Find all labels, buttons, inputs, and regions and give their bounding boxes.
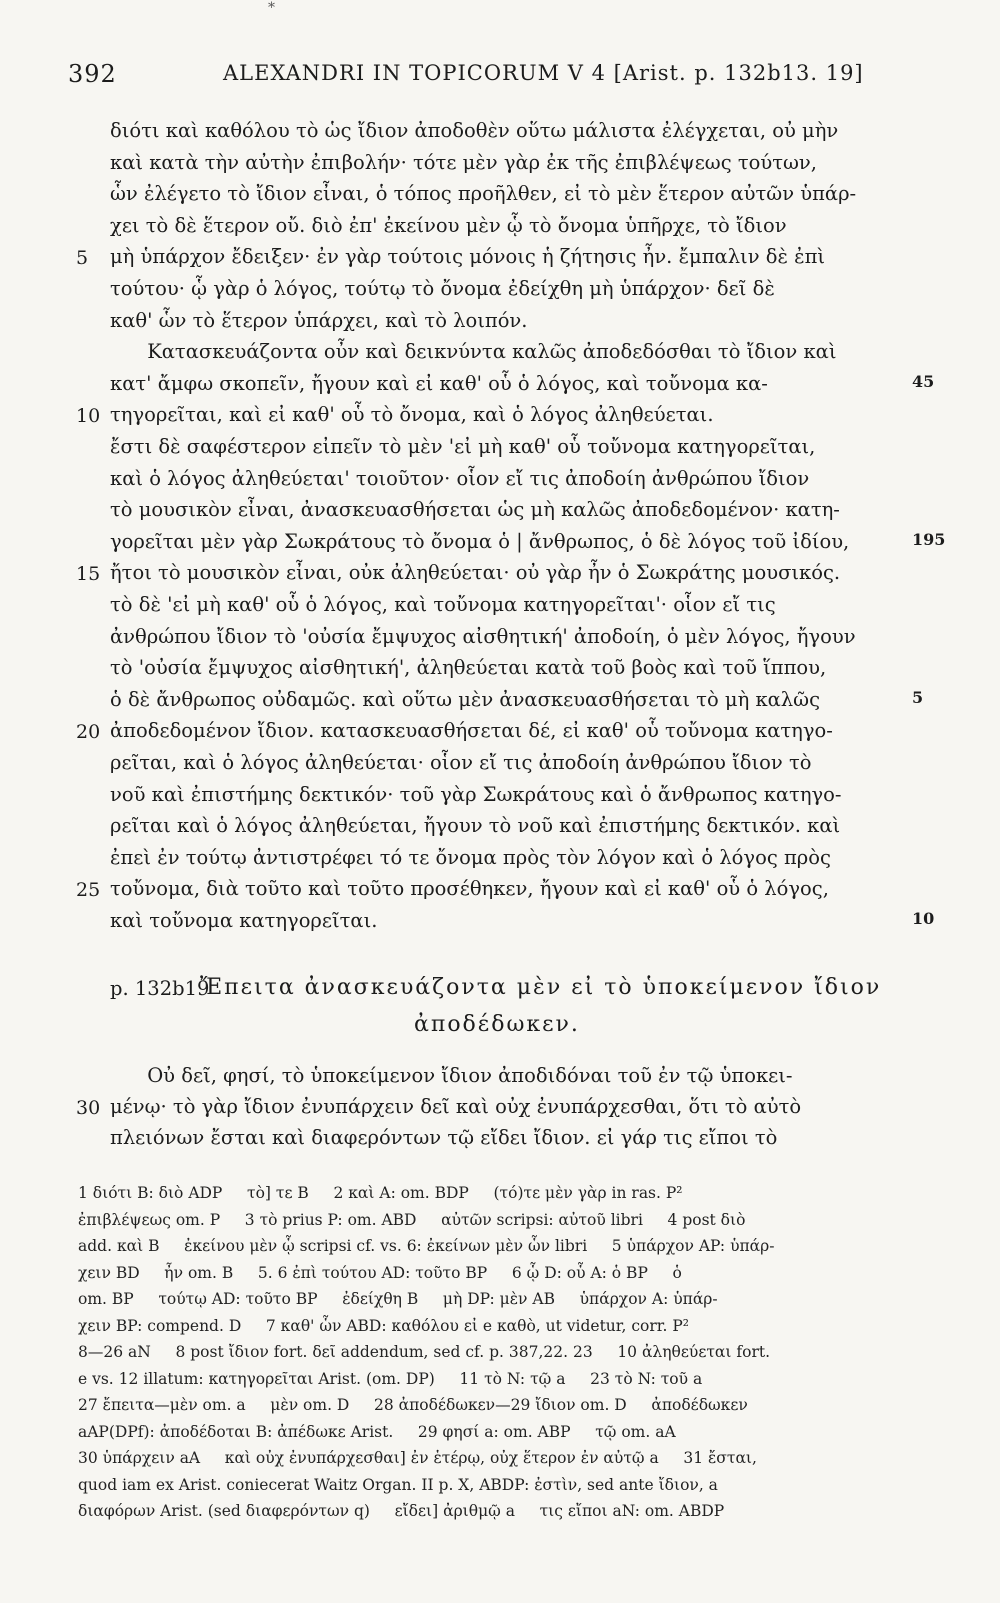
commentary-line: Οὐ δεῖ, φησί, τὸ ὑποκείμενον ἴδιον ἀποδιδόναι τοῦ ἐν τῷ ὑποκει- <box>110 1064 793 1087</box>
text-line: καὶ κατὰ τὴν αὐτὴν ἐπιβολήν· τότε μὲν γὰρ ἐκ τῆς ἐπιβλέψεως τούτων, <box>110 150 817 174</box>
line-number: 25 <box>76 879 101 902</box>
footnote-line: 8—26 aN 8 post ἴδιον fort. δεῖ addendum, sed cf. p. 387,22. 23 10 ἀληθεύεται fort. <box>78 1343 771 1361</box>
lemma-reference: p. 132b19 <box>110 977 210 1000</box>
margin-reference: 5 <box>912 687 924 707</box>
lemma-text-line: Ἔπειτα ἀνασκευάζοντα μὲν εἰ τὸ ὑποκείμενον ἴδιον <box>200 975 882 1000</box>
page-header <box>68 60 928 94</box>
text-line: νοῦ καὶ ἐπιστήμης δεκτικόν· τοῦ γὰρ Σωκράτους καὶ ὁ ἄνθρωπος κατηγο- <box>110 782 842 806</box>
text-line: τοὔνομα, διὰ τοῦτο καὶ τοῦτο προσέθηκεν, ἤγουν καὶ εἰ καθ' οὗ ὁ λόγος, <box>110 877 829 901</box>
text-line: καὶ τοὔνομα κατηγορεῖται. <box>110 909 378 932</box>
text-line: ἀποδεδομένον ἴδιον. κατασκευασθήσεται δέ, εἰ καθ' οὗ τοὔνομα κατηγο- <box>110 719 833 743</box>
footnote-line: aAP(DPf): ἀποδέδοται B: ἀπέδωκε Arist. 29 φησί a: om. ABP τῷ om. aA <box>78 1422 676 1441</box>
text-line: ρεῖται, καὶ ὁ λόγος ἀληθεύεται· οἷον εἴ τις ἀποδοίη ἀνθρώπου ἴδιον τὸ <box>110 751 812 774</box>
commentary-line: μένῳ· τὸ γὰρ ἴδιον ἐνυπάρχειν δεῖ καὶ οὐχ ἐνυπάρχεσθαι, ὅτι τὸ αὐτὸ <box>110 1095 802 1118</box>
lemma-text-line: ἀποδέδωκεν. <box>414 1012 580 1037</box>
text-line: καθ' ὧν τὸ ἕτερον ὑπάρχει, καὶ τὸ λοιπόν. <box>110 308 528 332</box>
text-line: ὁ δὲ ἄνθρωπος οὐδαμῶς. καὶ οὕτω μὲν ἀνασκευασθήσεται τὸ μὴ καλῶς <box>110 687 820 711</box>
text-line: χει τὸ δὲ ἕτερον οὔ. διὸ ἐπ' ἐκείνου μὲν ᾧ τὸ ὄνομα ὑπῆρχε, τὸ ἴδιον <box>110 213 787 237</box>
margin-reference: 45 <box>912 371 935 391</box>
text-line: τὸ μουσικὸν εἶναι, ἀνασκευασθήσεται ὡς μὴ καλῶς ἀποδεδομένον· κατη- <box>110 498 840 522</box>
text-line: γορεῖται μὲν γὰρ Σωκράτους τὸ ὄνομα ὁ | ἄνθρωπος, ὁ δὲ λόγος τοῦ ἰδίου, <box>110 529 850 553</box>
footnote-line: χειν BP: compend. D 7 καθ' ὧν ABD: καθόλου εἰ e καθὸ, ut videtur, corr. P² <box>78 1316 689 1335</box>
footnote-line: διαφόρων Arist. (sed διαφερόντων q) εἴδει] ἀριθμῷ a τις εἴποι aN: om. ABDP <box>78 1502 725 1520</box>
text-line: ἤτοι τὸ μουσικὸν εἶναι, οὐκ ἀληθεύεται· οὐ γὰρ ἦν ὁ Σωκράτης μουσικός. <box>110 561 841 585</box>
page-number: 392 <box>68 60 117 88</box>
commentary-line: πλειόνων ἔσται καὶ διαφερόντων τῷ εἴδει ἴδιον. εἰ γάρ τις εἴποι τὸ <box>110 1126 778 1149</box>
footnote-line: om. BP τούτῳ AD: τοῦτο BP ἐδείχθη B μὴ DP: μὲν AB ὑπάρχον A: ὑπάρ- <box>78 1290 718 1308</box>
text-line: Κατασκευάζοντα οὖν καὶ δεικνύντα καλῶς ἀποδεδόσθαι τὸ ἴδιον καὶ <box>110 340 837 364</box>
margin-reference: 10 <box>912 909 935 928</box>
text-line: μὴ ὑπάρχον ἔδειξεν· ἐν γὰρ τούτοις μόνοις ἡ ζήτησις ἦν. ἔμπαλιν δὲ ἐπὶ <box>110 245 826 269</box>
text-line: ὧν ἐλέγετο τὸ ἴδιον εἶναι, ὁ τόπος προῆλθεν, εἰ τὸ μὲν ἕτερον αὐτῶν ὑπάρ- <box>110 182 857 206</box>
footnote-line: ἐπιβλέψεως om. P 3 τὸ prius P: om. ABD αὐτῶν scripsi: αὐτοῦ libri 4 post διὸ <box>78 1210 746 1229</box>
footnote-line: χειν BD ἦν om. B 5. 6 ἐπὶ τούτου AD: τοῦτο BP 6 ᾧ D: οὗ A: ὁ BP ὁ <box>78 1263 682 1282</box>
margin-reference: 195 <box>912 529 946 549</box>
text-line: ἀνθρώπου ἴδιον τὸ 'οὐσία ἔμψυχος αἰσθητική' ἀποδοίη, ὁ μὲν λόγος, ἤγουν <box>110 624 856 648</box>
footnote-line: 30 ὑπάρχειν aA καὶ οὐχ ἐνυπάρχεσθαι] ἐν ἑτέρῳ, οὐχ ἕτερον ἐν αὐτῷ a 31 ἔσται, <box>78 1449 757 1467</box>
line-number: 30 <box>76 1097 101 1119</box>
text-line: διότι καὶ καθόλου τὸ ὡς ἴδιον ἀποδοθὲν οὕτω μάλιστα ἐλέγχεται, οὐ μὴν <box>110 119 839 142</box>
footnote-line: quod iam ex Arist. coniecerat Waitz Organ. II p. X, ABDP: ἐστὶν, sed ante ἴδιον, a <box>78 1475 718 1494</box>
text-line: ἐπεὶ ἐν τούτῳ ἀντιστρέφει τό τε ὄνομα πρὸς τὸν λόγον καὶ ὁ λόγος πρὸς <box>110 845 831 869</box>
text-line: τούτου· ᾧ γὰρ ὁ λόγος, τούτῳ τὸ ὄνομα ἐδείχθη μὴ ὑπάρχον· δεῖ δὲ <box>110 277 775 300</box>
text-line: τὸ δὲ 'εἰ μὴ καθ' οὗ ὁ λόγος, καὶ τοὔνομα κατηγορεῖται'· οἷον εἴ τις <box>110 593 776 616</box>
footnote-line: add. καὶ B ἐκείνου μὲν ᾧ scripsi cf. vs. 6: ἐκείνων μὲν ὧν libri 5 ὑπάρχον AP: ὑπάρ- <box>78 1237 775 1255</box>
line-number: 20 <box>76 721 101 744</box>
text-line: τὸ 'οὐσία ἔμψυχος αἰσθητική', ἀληθεύεται κατὰ τοῦ βοὸς καὶ τοῦ ἵππου, <box>110 656 827 680</box>
line-number: 15 <box>76 563 101 586</box>
footnote-line: e vs. 12 illatum: κατηγορεῖται Arist. (om. DP) 11 τὸ N: τῷ a 23 τὸ N: τοῦ a <box>78 1369 703 1388</box>
text-line: ρεῖται καὶ ὁ λόγος ἀληθεύεται, ἤγουν τὸ νοῦ καὶ ἐπιστήμης δεκτικόν. καὶ <box>110 814 841 838</box>
line-number: 10 <box>76 405 101 428</box>
line-number: 5 <box>76 247 89 270</box>
asterisk-mark: * <box>268 0 275 16</box>
footnote-line: 27 ἔπειτα—μὲν om. a μὲν om. D 28 ἀποδέδωκεν—29 ἴδιον om. D ἀποδέδωκεν <box>78 1396 748 1414</box>
text-line: ἔστι δὲ σαφέστερον εἰπεῖν τὸ μὲν 'εἰ μὴ καθ' οὗ τοὔνομα κατηγορεῖται, <box>110 435 816 458</box>
text-line: καὶ ὁ λόγος ἀληθεύεται' τοιοῦτον· οἷον εἴ τις ἀποδοίη ἀνθρώπου ἴδιον <box>110 466 810 490</box>
text-line: κατ' ἄμφω σκοπεῖν, ἤγουν καὶ εἰ καθ' οὗ ὁ λόγος, καὶ τοὔνομα κα- <box>110 371 768 395</box>
footnote-line: 1 διότι B: διὸ ADP τὸ] τε B 2 καὶ A: om. BDP (τό)τε μὲν γὰρ in ras. P² <box>78 1184 683 1202</box>
running-title: ALEXANDRI IN TOPICORUM V 4 [Arist. p. 132b13. 19] <box>223 61 864 85</box>
text-line: τηγορεῖται, καὶ εἰ καθ' οὗ τὸ ὄνομα, καὶ ὁ λόγος ἀληθεύεται. <box>110 403 714 427</box>
